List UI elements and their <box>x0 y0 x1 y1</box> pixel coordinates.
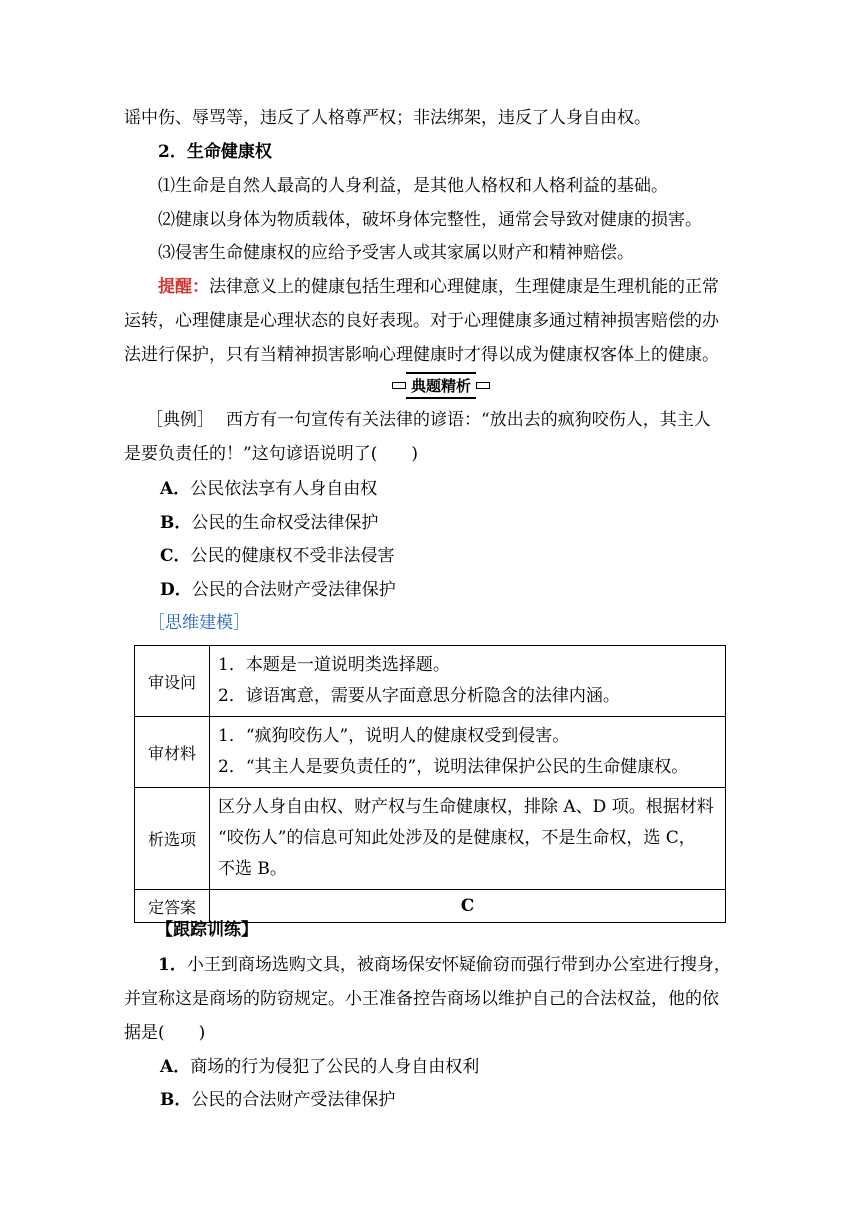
list-item: ⑴生命是自然人最高的人身利益，是其他人格权和人格利益的基础。 <box>158 176 668 196</box>
training-question-line: 并宣称这是商场的防窃规定。小王准备控告商场以维护自己的合法权益，他的依 <box>124 989 719 1009</box>
banner-left-decoration <box>392 382 406 389</box>
option-text: 公民依法享有人身自由权 <box>190 479 378 499</box>
option-text: 商场的行为侵犯了公民的人身自由权利 <box>190 1057 480 1077</box>
table-row <box>135 646 726 717</box>
option-c <box>160 544 395 568</box>
row-label: 审设问 <box>135 646 210 717</box>
content-line: 不选 B。 <box>218 859 287 879</box>
row-content <box>210 717 726 788</box>
example-tag: ［典例］ <box>146 410 214 430</box>
reminder-label: 提醒： <box>158 277 209 297</box>
training-option-a <box>160 1055 479 1079</box>
content-line: 2．谚语寓意，需要从字面意思分析隐含的法律内涵。 <box>218 686 620 706</box>
question-number: 1． <box>158 955 187 975</box>
list-item: ⑵健康以身体为物质载体，破坏身体完整性，通常会导致对健康的损害。 <box>158 210 702 230</box>
thinking-model-table <box>134 645 726 923</box>
option-letter: D． <box>160 580 192 600</box>
training-title: 【跟踪训练】 <box>156 920 258 940</box>
content-line: “咬伤人”的信息可知此处涉及的是健康权，不是生命权，选 C， <box>218 828 696 848</box>
option-d <box>160 578 396 602</box>
training-question-line: 据是( ) <box>124 1023 206 1043</box>
option-b <box>160 511 378 535</box>
reminder-line: 法进行保护，只有当精神损害影响心理健康时才得以成为健康权客体上的健康。 <box>124 345 719 365</box>
reminder-text: 法律意义上的健康包括生理和心理健康，生理健康是生理机能的正常 <box>209 277 719 297</box>
row-content <box>210 646 726 717</box>
option-letter: B． <box>160 513 192 533</box>
training-option-b <box>160 1088 395 1112</box>
content-line: 1．“疯狗咬伤人”，说明人的健康权受到侵害。 <box>218 726 570 746</box>
content-line: 1．本题是一道说明类选择题。 <box>218 655 450 675</box>
option-letter: B． <box>160 1090 192 1110</box>
option-text: 公民的合法财产受法律保护 <box>191 580 396 600</box>
example-text: 西方有一句宣传有关法律的谚语：“放出去的疯狗咬伤人，其主人 <box>226 410 711 430</box>
model-title: ［思维建模］ <box>148 613 250 633</box>
answer-value: C <box>210 890 726 923</box>
content-line: 区分人身自由权、财产权与生命健康权，排除 A、D 项。根据材料 <box>218 797 714 817</box>
training-question <box>158 953 731 977</box>
option-text: 公民的生命权受法律保护 <box>191 513 379 533</box>
example-question <box>146 408 711 432</box>
example-question-line: 是要负责任的！”这句谚语说明了( ) <box>124 444 418 464</box>
reminder-first-line <box>158 275 719 299</box>
row-content <box>210 788 726 890</box>
row-label: 析选项 <box>135 788 210 890</box>
answer-label: 定答案 <box>135 890 210 923</box>
option-text: 公民的健康权不受非法侵害 <box>190 546 395 566</box>
option-letter: A． <box>160 479 191 499</box>
question-text: 小王到商场选购文具，被商场保安怀疑偷窃而强行带到办公室进行搜身， <box>186 955 731 975</box>
banner-right-decoration <box>476 382 490 389</box>
content-line: 2．“其主人是要负责任的”，说明法律保护公民的生命健康权。 <box>218 757 689 777</box>
option-letter: A． <box>160 1057 191 1077</box>
option-a <box>160 477 377 501</box>
section-title: 2．生命健康权 <box>158 142 272 162</box>
continued-paragraph: 谣中伤、辱骂等，违反了人格尊严权；非法绑架，违反了人身自由权。 <box>124 108 651 128</box>
reminder-line: 运转，心理健康是心理状态的良好表现。对于心理健康多通过精神损害赔偿的办 <box>124 311 719 331</box>
option-letter: C． <box>160 546 191 566</box>
banner-title: 典题精析 <box>406 372 476 399</box>
option-text: 公民的合法财产受法律保护 <box>191 1090 396 1110</box>
table-row <box>135 717 726 788</box>
list-item: ⑶侵害生命健康权的应给予受害人或其家属以财产和精神赔偿。 <box>158 243 634 263</box>
section-banner <box>381 372 501 398</box>
table-row <box>135 788 726 890</box>
row-label: 审材料 <box>135 717 210 788</box>
